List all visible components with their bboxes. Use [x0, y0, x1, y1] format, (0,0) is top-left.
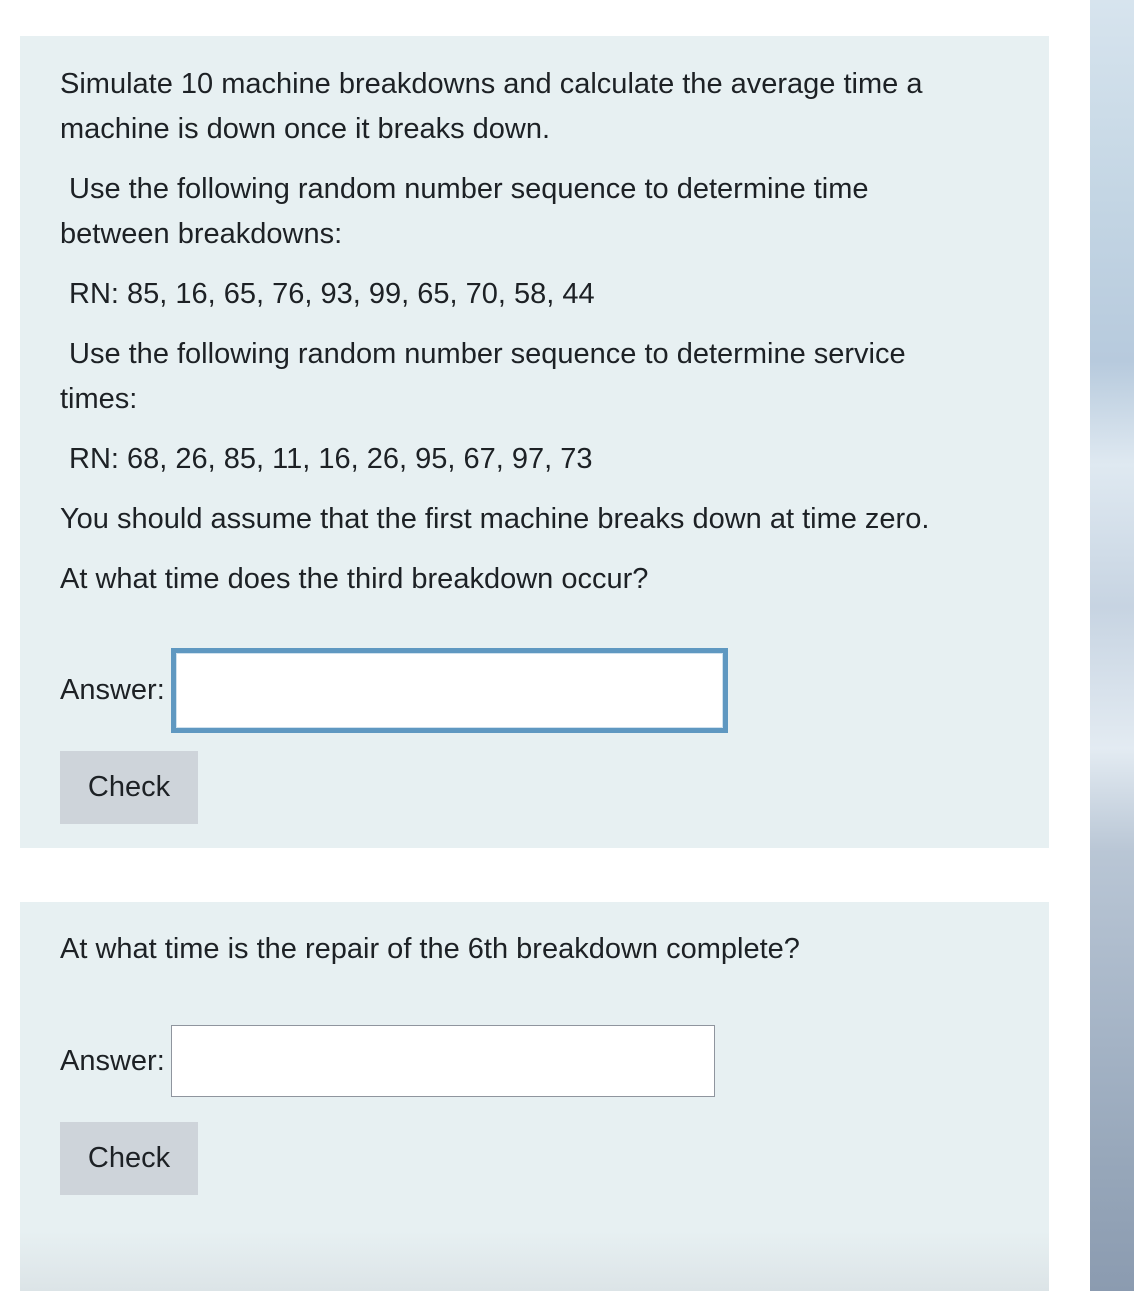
breakdown-instruction-line-1: Use the following random number sequence to determine time: [69, 173, 869, 205]
breakdown-instruction-line-2: between breakdowns:: [60, 218, 343, 250]
question-card-2: [20, 902, 1049, 1291]
answer-label-2: Answer:: [60, 1044, 165, 1077]
assumption-text: You should assume that the first machine breaks down at time zero.: [60, 503, 930, 535]
check-button-1[interactable]: Check: [60, 751, 198, 824]
service-instruction-line-1: Use the following random number sequence to determine service: [69, 338, 906, 370]
answer-row-1: [60, 648, 728, 733]
answer-row-2: [60, 1025, 715, 1097]
question-card-1: [20, 36, 1049, 848]
card-bottom-fade: [20, 1231, 1049, 1291]
answer-input-1[interactable]: [171, 648, 728, 733]
breakdown-random-numbers: RN: 85, 16, 65, 76, 93, 99, 65, 70, 58, 44: [69, 278, 595, 310]
question-prompt-2: At what time is the repair of the 6th breakdown complete?: [60, 933, 800, 965]
answer-input-2[interactable]: [171, 1025, 715, 1097]
service-random-numbers: RN: 68, 26, 85, 11, 16, 26, 95, 67, 97, 73: [69, 443, 593, 475]
question-prompt-1: At what time does the third breakdown occur?: [60, 563, 649, 595]
question-intro-line-2: machine is down once it breaks down.: [60, 113, 551, 145]
answer-label-1: Answer:: [60, 674, 165, 706]
service-instruction-line-2: times:: [60, 383, 138, 415]
background-side-panel: [1090, 0, 1134, 1291]
question-intro-line-1: Simulate 10 machine breakdowns and calculate the average time a: [60, 68, 923, 100]
check-button-2[interactable]: Check: [60, 1122, 198, 1195]
